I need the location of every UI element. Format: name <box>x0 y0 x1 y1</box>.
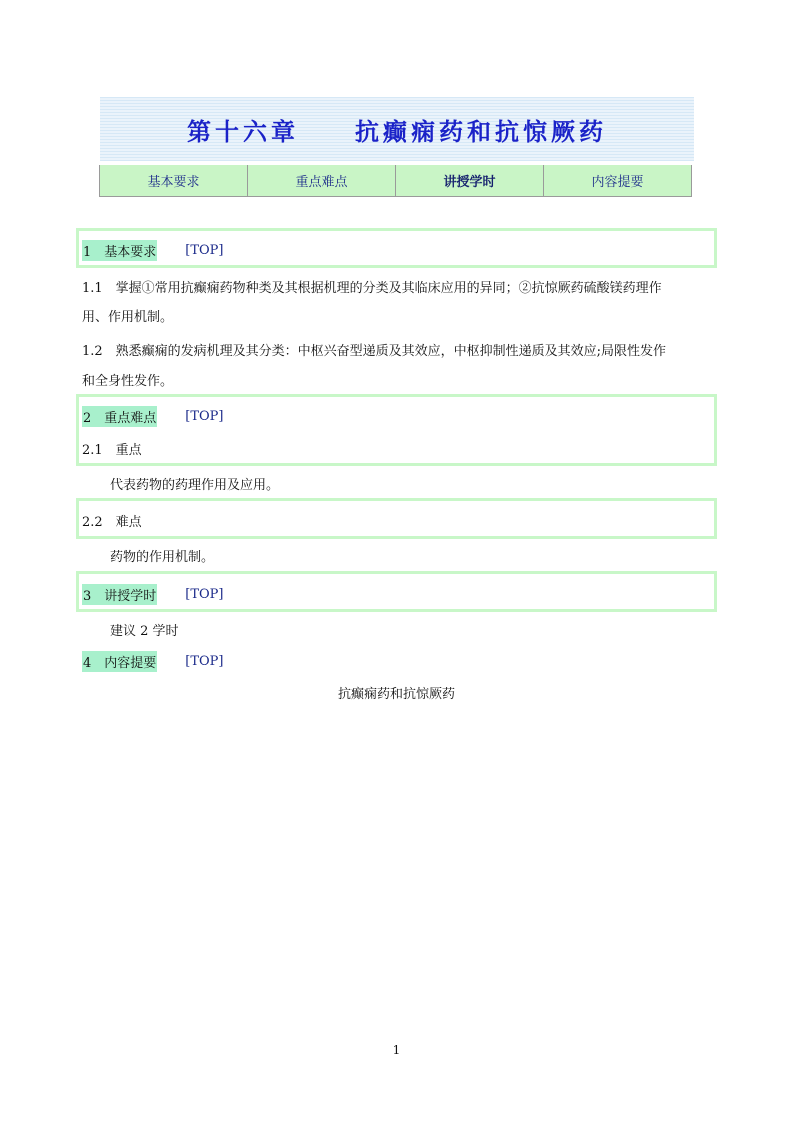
nav-teaching-hours[interactable]: 讲授学时 <box>395 165 543 196</box>
section-1-heading <box>82 240 224 261</box>
subsection-2-1-label: 2.1 重点 <box>82 443 142 458</box>
paragraph-1-2-line-2: 和全身性发作。 <box>82 374 174 389</box>
paragraph-1-2-line-1: 1.2 熟悉癫痫的发病机理及其分类：中枢兴奋型递质及其效应，中枢抑制性递质及其效应;局限性发作 <box>82 344 667 359</box>
section-1-top-link[interactable]: [TOP] <box>185 243 224 258</box>
section-nav <box>99 165 692 197</box>
section-2-box <box>76 394 717 466</box>
chapter-title: 第十六章 抗癫痫药和抗惊厥药 <box>187 116 607 146</box>
title-banner <box>100 97 694 161</box>
paragraph-1-1-line-2: 用、作用机制。 <box>82 310 174 325</box>
section-2-label: 2 重点难点 <box>82 406 157 427</box>
section-3-text: 建议 2 学时 <box>110 624 179 639</box>
section-4-label: 4 内容提要 <box>82 651 157 672</box>
nav-key-points[interactable]: 重点难点 <box>247 165 395 196</box>
subsection-2-2-box <box>76 498 717 539</box>
page-number: 1 <box>392 1043 401 1057</box>
section-1-label: 1 基本要求 <box>82 240 157 261</box>
nav-content-summary[interactable]: 内容提要 <box>543 165 692 196</box>
subsection-2-2-label: 2.2 难点 <box>82 515 142 530</box>
nav-basic-requirements[interactable]: 基本要求 <box>99 165 247 196</box>
section-2-heading <box>82 406 224 427</box>
section-3-top-link[interactable]: [TOP] <box>185 587 224 602</box>
section-4-top-link[interactable]: [TOP] <box>185 654 224 669</box>
section-4-title: 抗癫痫药和抗惊厥药 <box>337 687 455 702</box>
section-2-top-link[interactable]: [TOP] <box>185 409 224 424</box>
paragraph-1-1-line-1: 1.1 掌握①常用抗癫痫药物种类及其根据机理的分类及其临床应用的异同；②抗惊厥药硫酸镁药理作 <box>82 281 662 296</box>
section-3-label: 3 讲授学时 <box>82 584 157 605</box>
subsection-2-1-text: 代表药物的药理作用及应用。 <box>110 478 280 493</box>
subsection-2-2-text: 药物的作用机制。 <box>110 550 215 565</box>
section-4-heading <box>82 651 224 672</box>
section-3-heading <box>82 584 224 605</box>
